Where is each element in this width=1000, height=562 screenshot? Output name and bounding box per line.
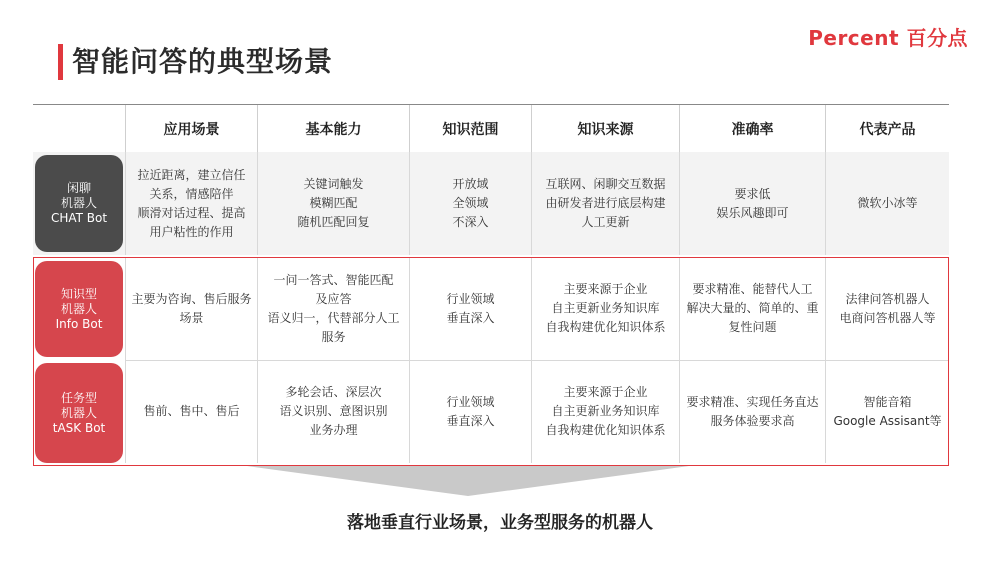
table-cell: 主要来源于企业 自主更新业务知识库 自我构建优化知识体系 (531, 360, 679, 463)
table-cell: 智能音箱 Google Assisant等 (825, 360, 949, 463)
header-cell-products: 代表产品 (825, 105, 949, 153)
brand-logo: Percent 百分点 (808, 26, 968, 50)
table-row (33, 257, 949, 360)
table-cell: 关键词触发 模糊匹配 随机匹配回复 (257, 152, 409, 255)
table-cell: 要求精准、实现任务直达 服务体验要求高 (679, 360, 825, 463)
title-accent-bar (58, 44, 63, 80)
table-cell: 开放域 全领域 不深入 (409, 152, 531, 255)
table-cell: 售前、售中、售后 (125, 360, 257, 463)
header-cell-knowledge-source: 知识来源 (531, 105, 679, 153)
header-cell-scenario: 应用场景 (125, 105, 257, 153)
table-cell: 一问一答式、智能匹配 及应答 语义归一，代替部分人工 服务 (257, 257, 409, 360)
row-label-task-bot: 任务型 机器人 tASK Bot (35, 363, 123, 463)
row-label-info-bot: 知识型 机器人 Info Bot (35, 261, 123, 357)
row-label-chat-bot: 闲聊 机器人 CHAT Bot (35, 155, 123, 252)
table-cell: 行业领域 垂直深入 (409, 360, 531, 463)
table-cell: 要求精准、能替代人工 解决大量的、简单的、重 复性问题 (679, 257, 825, 360)
table-cell: 主要为咨询、售后服务 场景 (125, 257, 257, 360)
table-cell: 多轮会话、深层次 语义识别、意图识别 业务办理 (257, 360, 409, 463)
table-cell: 拉近距离，建立信任 关系，情感陪伴 顺滑对话过程、提高 用户粘性的作用 (125, 152, 257, 255)
table-cell: 法律问答机器人 电商问答机器人等 (825, 257, 949, 360)
table-cell: 微软小冰等 (825, 152, 949, 255)
table-cell: 主要来源于企业 自主更新业务知识库 自我构建优化知识体系 (531, 257, 679, 360)
table-cell: 要求低 娱乐风趣即可 (679, 152, 825, 255)
page-title: 智能问答的典型场景 (72, 45, 334, 78)
header-cell-knowledge-scope: 知识范围 (409, 105, 531, 153)
header-cell-capability: 基本能力 (257, 105, 409, 153)
table-row (33, 360, 949, 463)
table-row (33, 152, 949, 255)
header-cell-accuracy: 准确率 (679, 105, 825, 153)
summary-text: 落地垂直行业场景，业务型服务的机器人 (347, 513, 653, 533)
table-cell: 行业领域 垂直深入 (409, 257, 531, 360)
header-cell-empty (33, 105, 125, 153)
down-arrow-icon (247, 466, 689, 496)
table-cell: 互联网、闲聊交互数据 由研发者进行底层构建 人工更新 (531, 152, 679, 255)
table-header (33, 104, 949, 154)
